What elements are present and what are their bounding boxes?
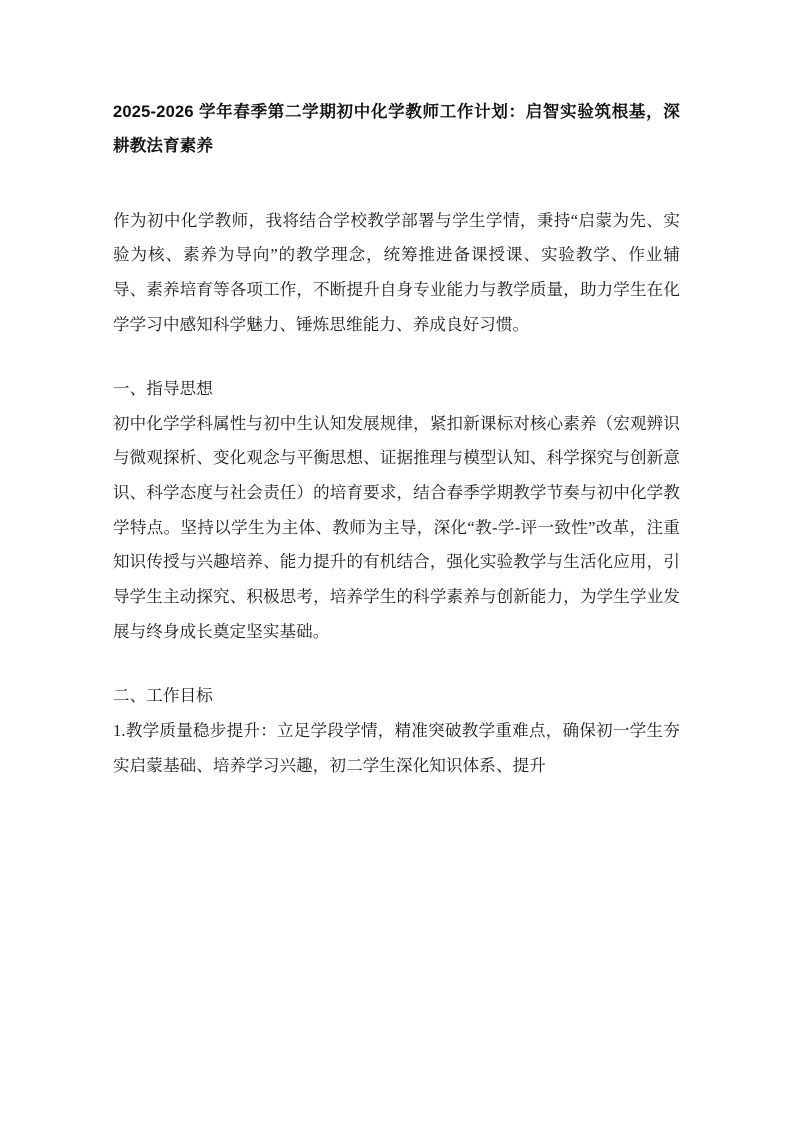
section-gap-spacer	[113, 649, 680, 679]
title-body-spacer	[113, 170, 680, 204]
section-heading-work-goals: 二、工作目标	[113, 686, 213, 706]
page-title: 2025-2026 学年春季第二学期初中化学教师工作计划：启智实验筑根基，深耕教法育素养	[113, 103, 680, 155]
section-body-guiding-ideology: 初中化学学科属性与初中生认知发展规律，紧扣新课标对核心素养（宏观辨识与微观探析、变化观念与平衡思想、证据推理与模型认知、科学探究与创新意识、科学态度与社会责任）的培育要求，结合春季学期教学节奏与初中化学教学特点。坚持以学生为主体、教师为主导，深化“教-学-评一致性”改革，注重知识传授与兴趣培养、能力提升的有机结合，强化实验教学与生活化应用，引导学生主动探究、积极思考，培养学生的科学素养与创新能力，为学生学业发展与终身成长奠定坚实基础。	[113, 413, 680, 641]
intro-paragraph: 作为初中化学教师，我将结合学校教学部署与学生学情，秉持“启蒙为先、实验为核、素养为导向”的教学理念，统筹推进备课授课、实验教学、作业辅导、素养培育等各项工作，不断提升自身专业能力与教学质量，助力学生在化学学习中感知科学魅力、锤炼思维能力、养成良好习惯。	[113, 210, 680, 334]
section-heading-guiding-ideology: 一、指导思想	[113, 379, 213, 399]
intro-section-spacer	[113, 342, 680, 372]
section-body-work-goals: 1.教学质量稳步提升：立足学段学情，精准突破教学重难点，确保初一学生夯实启蒙基础、培养学习兴趣，初二学生深化知识体系、提升	[113, 720, 680, 775]
